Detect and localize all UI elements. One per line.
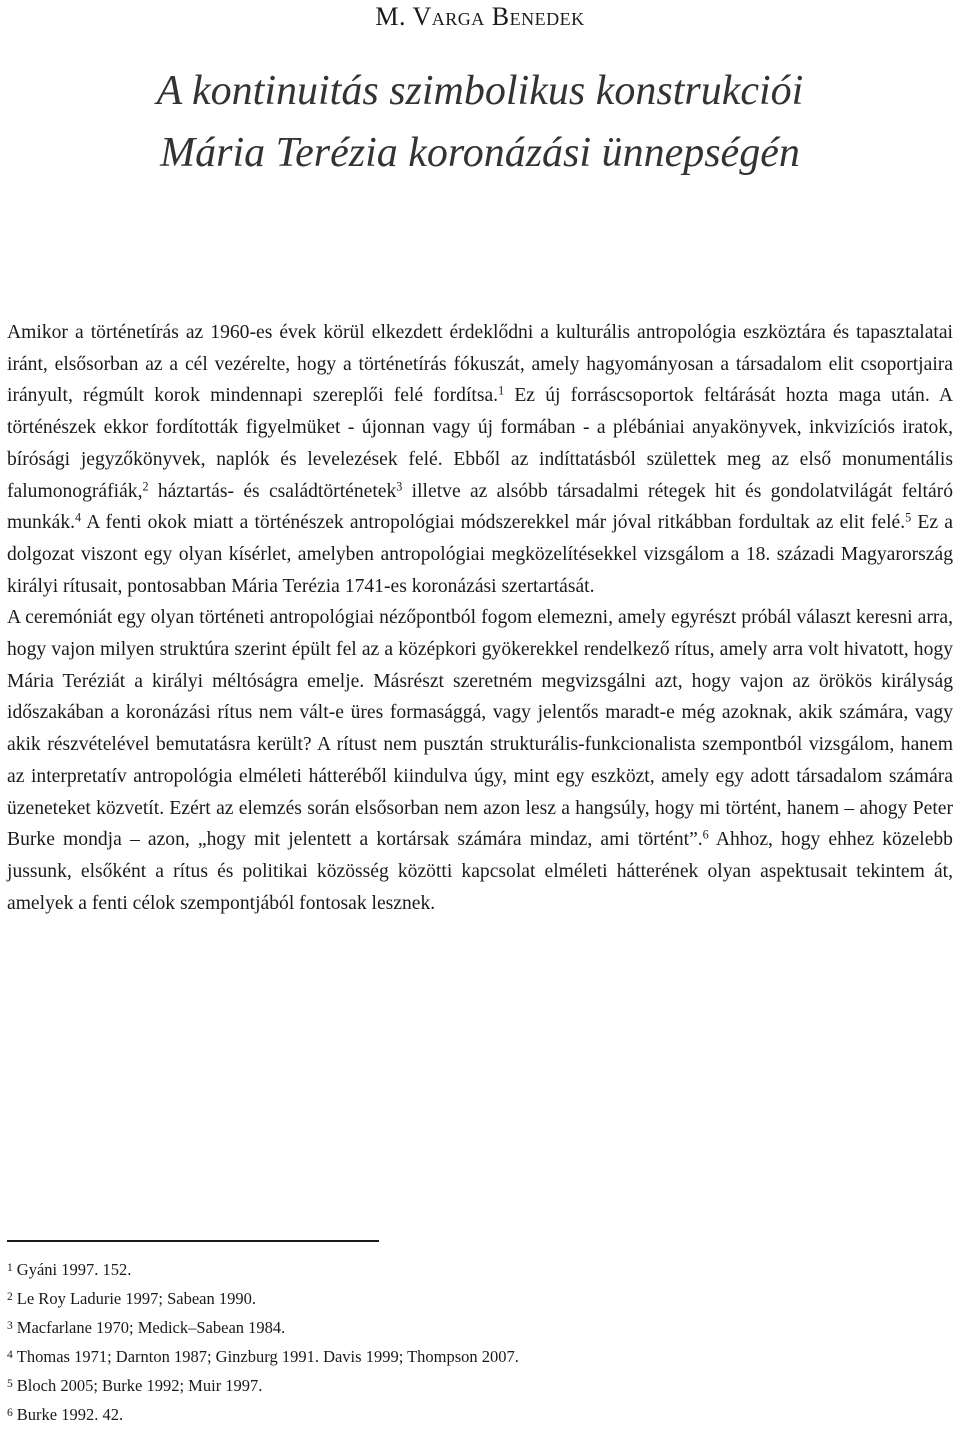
footnote-separator xyxy=(7,1240,379,1242)
text-run: A ceremóniát egy olyan történeti antropológiai nézőpontból fogom elemezni, amely egyrészt próbál választ keresni arra, hogy vajon milyen struktúra szerint épült fel az a középkori gyökerekkel rendelkező rítus, amely arra volt hivatott, hogy Mária Teréziát a királyi méltóságra emelje. Másrészt szeretném megvizsgálni azt, hogy vajon az örökös királyság időszakában a koronázási rítus nem vált-e üres formasággá, vagy jelentős maradt-e még azoknak, akik számára, vagy akik részvételével bemutatásra került? A rítust nem pusztán strukturális-funkcionalista szempontból vizsgálom, hanem az interpretatív antropológia elméleti hátteréből kiindulva úgy, mint egy eszközt, amely egy adott társadalom számára üzeneteket közvetít. Ezért az elemzés során elsősorban nem azon lesz a hangsúly, hogy mi történt, hanem – ahogy Peter Burke mondja – azon, „hogy mit jelentett a kortársak számára mindaz, ami történt”. xyxy=(7,607,953,851)
footnote xyxy=(7,1255,947,1284)
footnote-number: 3 xyxy=(7,1319,13,1332)
footnote-ref[interactable]: 3 xyxy=(396,478,403,493)
footnotes xyxy=(7,1255,947,1429)
text-run: Ez új forráscsoportok feltárását hozta maga után. A történészek ekkor fordították figyelmüket - újonnan vagy új formában - a plébániai anyakönyvek, inkvizíciós iratok, bírósági jegyzőkönyvek, naplók és levelezések felé. Ebből az indíttatásból születtek meg az első monumentális falumonográfiák, xyxy=(7,385,953,502)
footnote-number: 5 xyxy=(7,1377,13,1390)
footnote-text: Le Roy Ladurie 1997; Sabean 1990. xyxy=(16,1289,256,1308)
footnote xyxy=(7,1313,947,1342)
footnote-number: 6 xyxy=(7,1406,13,1419)
footnote-number: 4 xyxy=(7,1348,13,1361)
text-run: háztartás- és családtörténetek xyxy=(148,480,397,502)
text-run: illetve az alsóbb társadalmi rétegek hit és gondolatvilágát feltáró munkák. xyxy=(7,480,953,534)
paragraph xyxy=(7,317,953,602)
footnote xyxy=(7,1400,947,1429)
footnote xyxy=(7,1342,947,1371)
footnote-ref[interactable]: 4 xyxy=(75,510,82,525)
paragraph xyxy=(7,602,953,919)
footnote-number: 2 xyxy=(7,1290,13,1303)
footnote xyxy=(7,1371,947,1400)
title-line-1: A kontinuitás szimbolikus konstrukciói xyxy=(156,68,804,114)
footnote-ref[interactable]: 1 xyxy=(498,383,505,398)
footnote-text: Thomas 1971; Darnton 1987; Ginzburg 1991. Davis 1999; Thompson 2007. xyxy=(16,1347,519,1366)
text-run: Amikor a történetírás az 1960-es évek körül elkezdett érdeklődni a kulturális antropológia eszköztára és tapasztalatai iránt, elsősorban az a cél vezérelte, hogy a történetírás fókuszát, amely hagyományosan a társadalom elit csoportjaira irányult, régmúlt korok mindennapi szereplői felé fordítsa. xyxy=(7,322,953,407)
footnote-text: Burke 1992. 42. xyxy=(16,1405,124,1424)
body-text xyxy=(7,317,953,919)
footnote xyxy=(7,1284,947,1313)
footnote-ref[interactable]: 5 xyxy=(905,510,912,525)
text-run: Ez a dolgozat viszont egy olyan kísérlet, amelyben antropológiai megközelítésekkel vizsgálom a 18. századi Magyarország királyi rítusait, pontosabban Mária Terézia 1741-es koronázási szertartását. xyxy=(7,512,953,597)
footnote-ref[interactable]: 6 xyxy=(702,827,709,842)
text-run: Ahhoz, hogy ehhez közelebb jussunk, elsőként a rítus és politikai közösség közötti kapcsolat elméleti hátterének olyan aspektusait tekintem át, amelyek a fenti célok szempontjából fontosak lesznek. xyxy=(7,829,953,914)
text-run: A fenti okok miatt a történészek antropológiai módszerekkel már jóval ritkábban fordultak az elit felé. xyxy=(81,512,906,534)
article-title xyxy=(0,60,960,184)
footnote-text: Macfarlane 1970; Medick–Sabean 1984. xyxy=(16,1318,286,1337)
title-line-2: Mária Terézia koronázási ünnepségén xyxy=(160,130,800,176)
footnote-number: 1 xyxy=(7,1261,13,1274)
author-name: M. Varga Benedek xyxy=(375,2,585,31)
footnote-ref[interactable]: 2 xyxy=(142,478,149,493)
footnote-text: Bloch 2005; Burke 1992; Muir 1997. xyxy=(16,1376,263,1395)
footnote-text: Gyáni 1997. 152. xyxy=(16,1260,132,1279)
